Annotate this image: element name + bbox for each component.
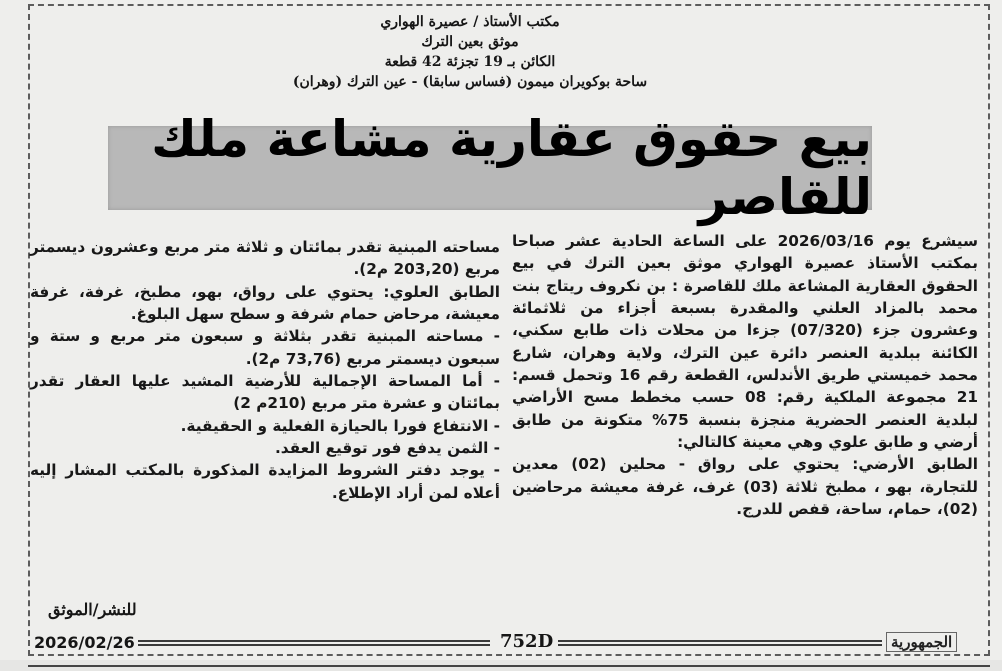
next-ad-border: [28, 665, 990, 667]
publication-date: 2026/02/26: [34, 633, 135, 652]
paragraph-sale-announcement: سيشرع يوم 2026/03/16 على الساعة الحادية عشر صباحا بمكتب الأستاذ عصيرة الهواري موثق بعين الترك في بيع الحقوق العقارية المشاعة ملك للقاصرة : بن نكروف ريتاج بنت محمد بالمزاد العلني والمقدرة بسبعة أجزاء من ثلاثمائة وعشرون جزء (07/320) جزءا من محلات ذات طابع سكني، الكائنة ببلدية العنصر دائرة عين الترك، ولاية وهران، شارع محمد خميستي طريق الأندلس، القطعة رقم 16 وتحمل قسم: 21 مجموعة الملكية رقم: 08 حسب مخطط مسح الأراضي لبلدية العنصر الحضرية منجزة بنسبة 75% متكونة من طابق أرضي و طابق علوي وهي معينة كالتالي:: [512, 232, 979, 452]
paragraph-payment: - الثمن يدفع فور توقيع العقد.: [274, 439, 500, 458]
left-column: [30, 236, 500, 504]
ad-title: بيع حقوق عقارية مشاعة ملك للقاصر: [108, 126, 872, 210]
paragraph-total-area: - أما المساحة الإجمالية للأرضية المشيد عليها العقار تقدر بمائتان و عشرة متر مربع (210م 2): [30, 372, 500, 413]
header-office-name: مكتب الأستاذ / عصيرة الهواري: [380, 14, 560, 30]
header-notary-location: موثق بعين الترك: [421, 34, 519, 50]
paragraph-built-area: مساحته المبنية تقدر بمائتان و ثلاثة متر مربع وعشرون ديسمتر مربع (203,20 م2).: [30, 238, 500, 279]
header-address-lot: الكائن بـ 19 تجزئة 42 قطعة: [384, 54, 556, 70]
footer: [28, 628, 990, 658]
header-address-square: ساحة بوكويران ميمون (فساس سابقا) - عين الترك (وهران): [292, 74, 648, 90]
paragraph-ground-floor: الطابق الأرضي: يحتوي على رواق - محلين (02) معدين للتجارة، بهو ، مطبخ ثلاثة (03) غرف، غرفة معيشة مرحاضين (02)، حمام، ساحة، قفص للدرج.: [512, 455, 978, 519]
next-ad-edge: [0, 660, 1002, 671]
paragraph-upper-floor: الطابق العلوي: يحتوي على رواق، بهو، مطبخ، غرفة، غرفة معيشة، مرحاض حمام شرفة و سطح سهل البلوغ.: [30, 282, 500, 324]
paragraph-conditions: - يوجد دفتر الشروط المزايدة المذكورة بالمكتب المشار إليه أعلاه لمن أراد الإطلاع.: [30, 461, 500, 502]
ad-code: 752D: [496, 631, 557, 652]
paragraph-possession: - الانتفاع فورا بالحيازة الفعلية و الحقيقية.: [180, 416, 500, 435]
newspaper-logo: الجمهورية: [886, 632, 957, 652]
footer-rule-right: [558, 640, 882, 646]
office-header: [250, 12, 690, 92]
footer-rule-left: [138, 640, 490, 646]
right-column: [512, 230, 978, 520]
signature: للنشر/الموثق: [48, 600, 137, 619]
paragraph-upper-area: - مساحته المبنية تقدر بثلاثة و سبعون متر مربع و ستة و سبعون ديسمتر مربع (73,76 م2).: [30, 327, 500, 368]
